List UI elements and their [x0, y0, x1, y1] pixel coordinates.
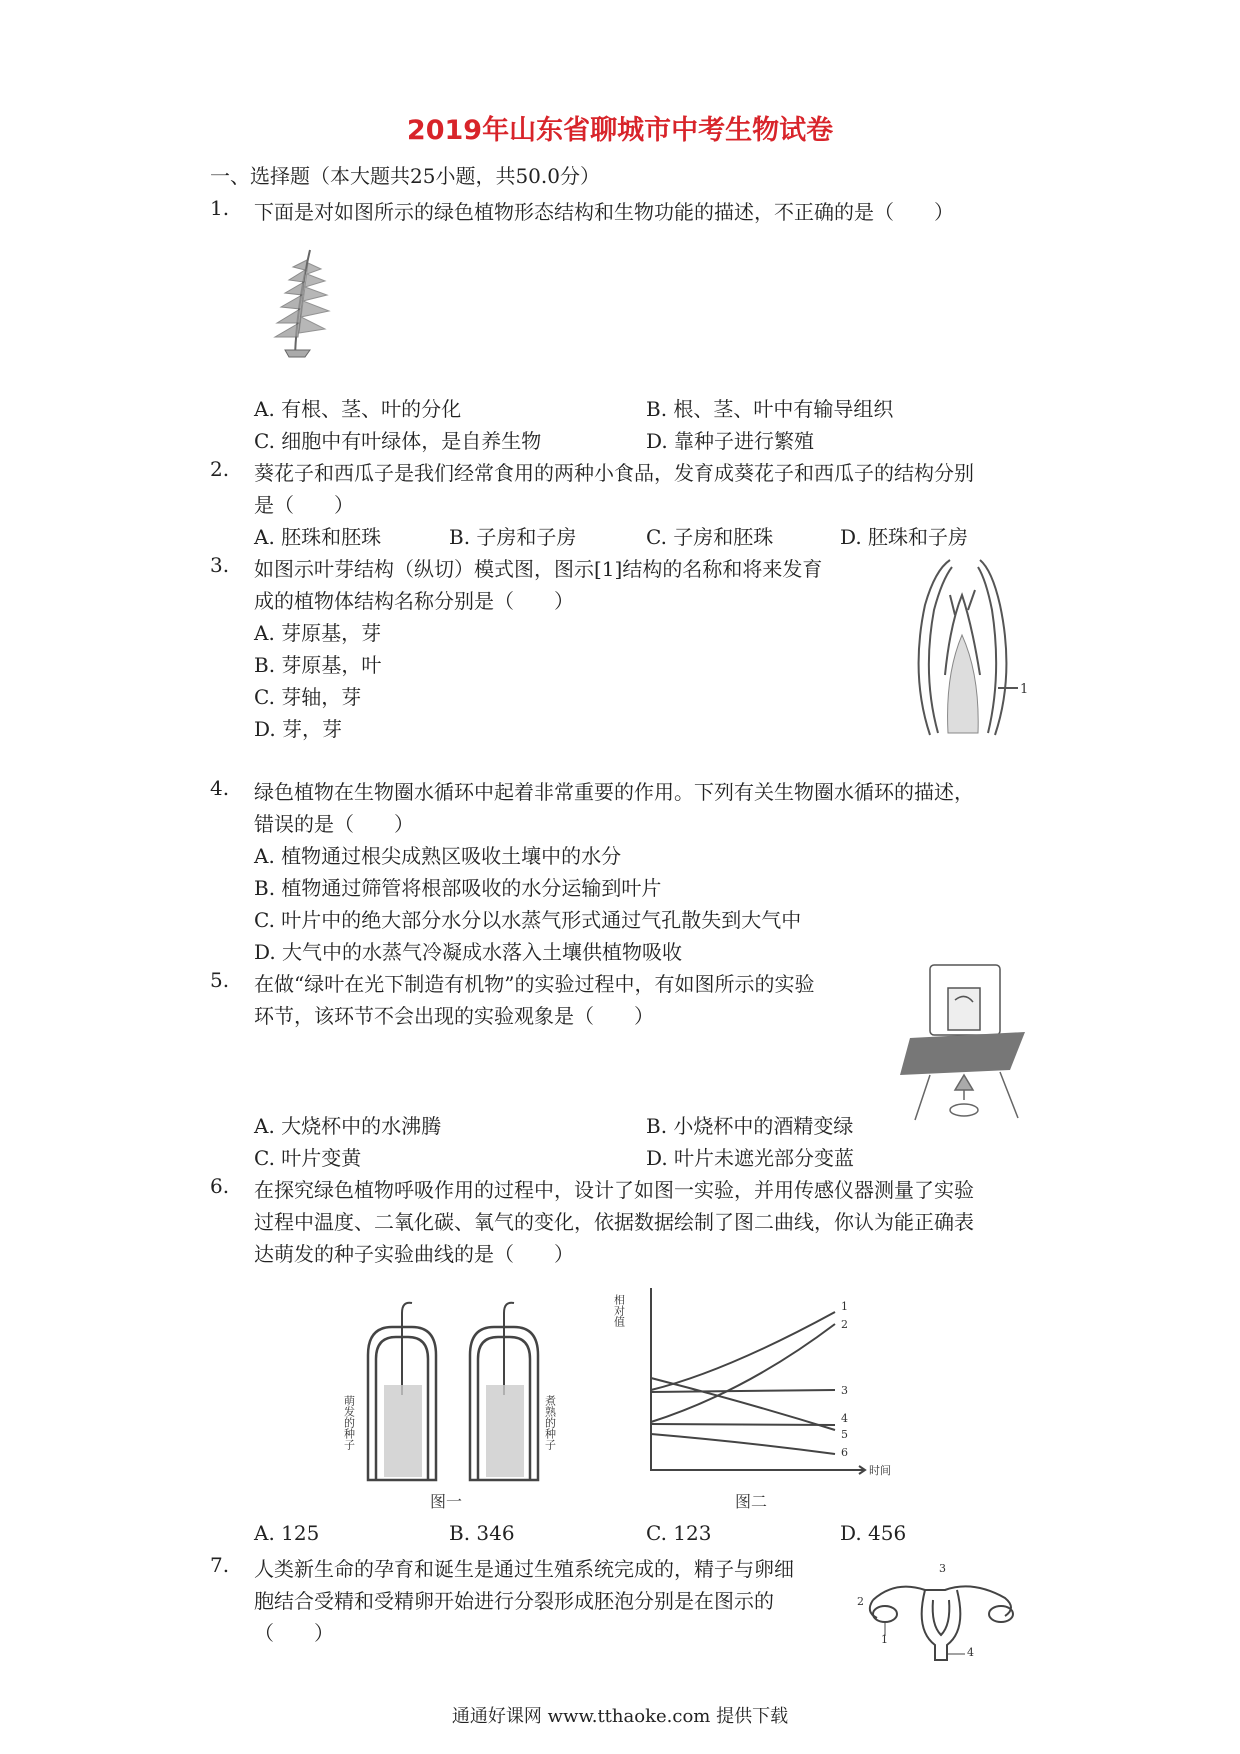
q5-text-line1: 在做“绿叶在光下制造有机物”的实验过程中，有如图所示的实验 — [254, 972, 815, 996]
q6-option-d: D. 456 — [840, 1521, 907, 1545]
q3-option-a: A. 芽原基，芽 — [254, 621, 382, 645]
q3-text-line2: 成的植物体结构名称分别是（ ） — [254, 589, 574, 613]
water-bath-figure — [900, 960, 1030, 1125]
curve-label-5: 5 — [841, 1428, 848, 1441]
fig7-label-2: 2 — [857, 1595, 864, 1608]
q1-option-b: B. 根、茎、叶中有输导组织 — [646, 397, 894, 421]
curve-label-2: 2 — [841, 1318, 848, 1331]
q5-option-a: A. 大烧杯中的水沸腾 — [254, 1114, 442, 1138]
q1-number: 1. — [210, 196, 230, 220]
fern-figure — [255, 245, 335, 360]
q4-option-c: C. 叶片中的绝大部分水分以水蒸气形式通过气孔散失到大气中 — [254, 908, 802, 932]
q3-option-b: B. 芽原基，叶 — [254, 653, 382, 677]
q6-number: 6. — [210, 1174, 230, 1198]
q5-number: 5. — [210, 968, 230, 992]
q3-text-line1: 如图示叶芽结构（纵切）模式图，图示[1]结构的名称和将来发育 — [254, 557, 823, 581]
q4-text-line1: 绿色植物在生物圈水循环中起着非常重要的作用。下列有关生物圈水循环的描述， — [254, 780, 974, 804]
page-footer: 通通好课网 www.tthaoke.com 提供下载 — [451, 1706, 789, 1727]
q1-option-d: D. 靠种子进行繁殖 — [646, 429, 815, 453]
q5-option-b: B. 小烧杯中的酒精变绿 — [646, 1114, 854, 1138]
q1-option-c: C. 细胞中有叶绿体，是自养生物 — [254, 429, 542, 453]
q4-option-b: B. 植物通过筛管将根部吸收的水分运输到叶片 — [254, 876, 662, 900]
q3-option-d: D. 芽，芽 — [254, 717, 343, 741]
curve-label-6: 6 — [841, 1446, 848, 1459]
curve-label-1: 1 — [841, 1300, 848, 1313]
q2-option-d: D. 胚珠和子房 — [840, 525, 969, 549]
q2-option-a: A. 胚珠和胚珠 — [254, 525, 382, 549]
curve-chart-figure — [612, 1282, 891, 1512]
q2-option-b: B. 子房和子房 — [449, 525, 577, 549]
reproductive-system-figure — [855, 1560, 1030, 1670]
q4-option-d: D. 大气中的水蒸气冷凝成水落入土壤供植物吸收 — [254, 940, 683, 964]
fig6-left-caption: 图一 — [430, 1492, 463, 1511]
fig3-label-1: 1 — [1020, 682, 1029, 697]
q6-option-b: B. 346 — [449, 1521, 515, 1545]
thermos-figure — [340, 1295, 580, 1510]
q6-option-c: C. 123 — [646, 1521, 712, 1545]
fig7-label-4: 4 — [967, 1646, 974, 1659]
fig7-label-3: 3 — [939, 1562, 946, 1575]
curve-label-3: 3 — [841, 1384, 848, 1397]
q7-text-line1: 人类新生命的孕育和诞生是通过生殖系统完成的，精子与卵细 — [254, 1557, 794, 1581]
q4-number: 4. — [210, 776, 230, 800]
q1-option-a: A. 有根、茎、叶的分化 — [254, 397, 462, 421]
fig7-label-1: 1 — [881, 1633, 888, 1646]
q6-text-line2: 过程中温度、二氧化碳、氧气的变化，依据数据绘制了图二曲线，你认为能正确表 — [254, 1210, 974, 1234]
q2-number: 2. — [210, 457, 230, 481]
q6-text-line3: 达萌发的种子实验曲线的是（ ） — [254, 1242, 574, 1266]
jar1-label: 萌发的种子 — [342, 1395, 356, 1450]
q3-number: 3. — [210, 553, 230, 577]
section-heading: 一、选择题（本大题共25小题，共50.0分） — [210, 164, 600, 188]
q7-text-line3: （ ） — [254, 1621, 334, 1645]
fig6-yaxis-label: 相对值 — [612, 1294, 626, 1327]
q2-text-line2: 是（ ） — [254, 493, 354, 517]
q6-option-a: A. 125 — [254, 1521, 320, 1545]
q5-option-c: C. 叶片变黄 — [254, 1146, 362, 1170]
q7-text-line2: 胞结合受精和受精卵开始进行分裂形成胚泡分别是在图示的 — [254, 1589, 774, 1613]
q5-text-line2: 环节，该环节不会出现的实验观象是（ ） — [254, 1004, 654, 1028]
q7-number: 7. — [210, 1553, 230, 1577]
q6-text-line1: 在探究绿色植物呼吸作用的过程中，设计了如图一实验，并用传感仪器测量了实验 — [254, 1178, 974, 1202]
curve-label-4: 4 — [841, 1412, 848, 1425]
q4-text-line2: 错误的是（ ） — [254, 812, 414, 836]
q2-option-c: C. 子房和胚珠 — [646, 525, 774, 549]
q4-option-a: A. 植物通过根尖成熟区吸收土壤中的水分 — [254, 844, 622, 868]
q3-option-c: C. 芽轴，芽 — [254, 685, 362, 709]
q2-text-line1: 葵花子和西瓜子是我们经常食用的两种小食品，发育成葵花子和西瓜子的结构分别 — [254, 461, 974, 485]
fig6-xaxis-label: 时间 — [869, 1464, 891, 1477]
jar2-label: 煮熟的种子 — [543, 1395, 557, 1450]
fig6-right-caption: 图二 — [735, 1492, 768, 1511]
leaf-bud-figure — [900, 555, 1030, 740]
page-title: 2019年山东省聊城市中考生物试卷 — [406, 115, 834, 146]
q5-option-d: D. 叶片未遮光部分变蓝 — [646, 1146, 855, 1170]
q1-text: 下面是对如图所示的绿色植物形态结构和生物功能的描述，不正确的是（ ） — [254, 200, 954, 224]
